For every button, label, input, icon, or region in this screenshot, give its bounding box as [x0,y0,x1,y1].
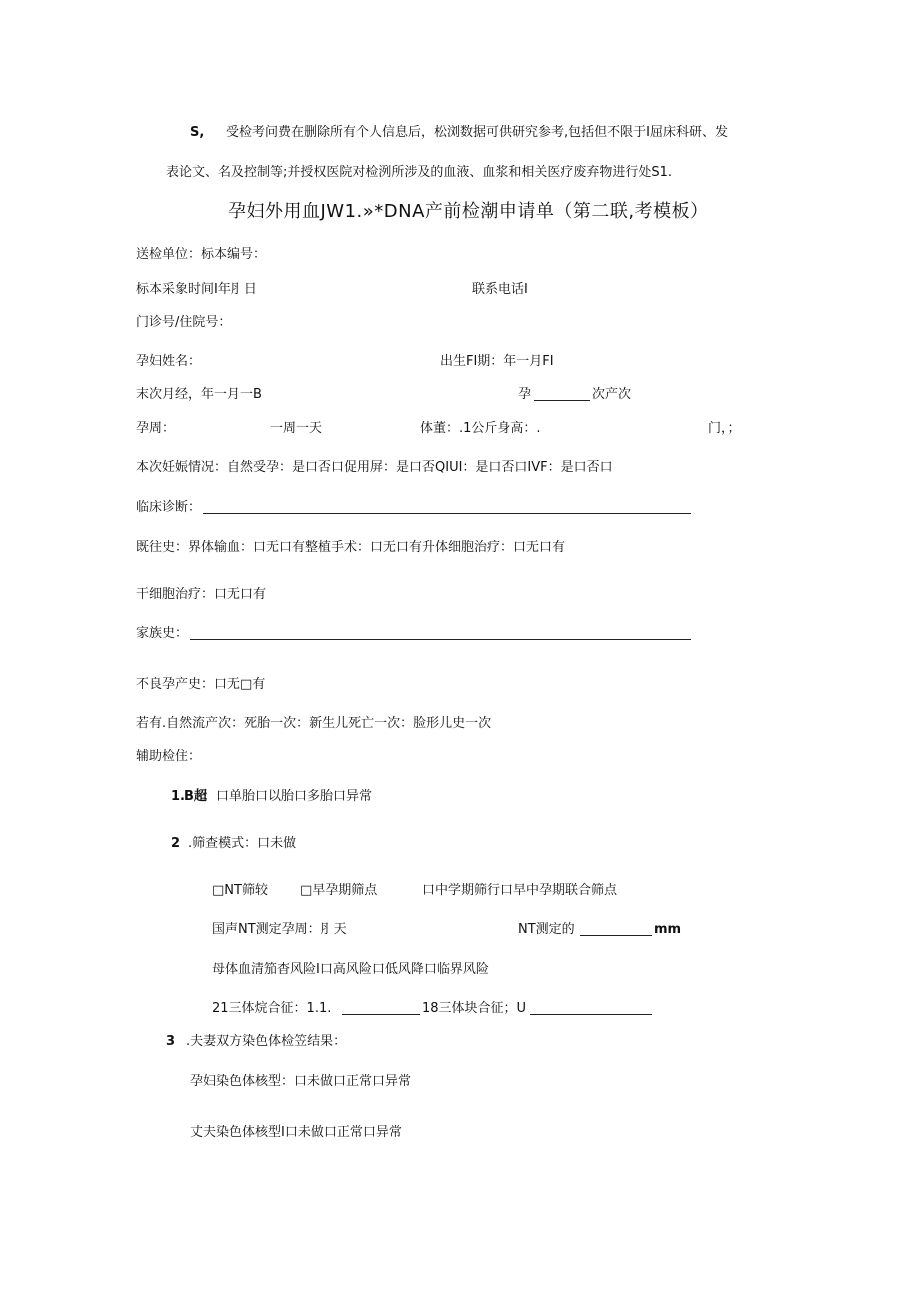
trisomy21-field: 21三体烷合征：1.1. [212,1001,332,1016]
stem-cell-field: 干细胞治疗：口无口有 [136,587,267,602]
last-period-field: 末次月经，年一月一B [136,387,262,402]
trailing-marks: 门，； [708,421,741,436]
wife-karyotype-field: 孕妇染色体核型：口未做口正常口异常 [190,1074,412,1089]
early-screening-option: □早孕期筛点 [300,883,378,898]
family-history-blank [190,639,691,640]
outpatient-no-field: 门诊号/住院号： [136,315,232,330]
adverse-history-field: 不良孕产史：口无□有 [136,677,266,692]
mid-screening-option: 口中学期筛行口早中孕期联合筛点 [422,883,618,898]
serum-risk-field: 母体血清笳杳风险I口高风险口低风降口临界风险 [212,962,489,977]
patient-name-field: 孕妇姓名： [136,354,202,369]
consent-marker: S, [190,125,205,140]
medical-history-field: 既往史：界体输血：口无口有整植手术：口无口有升体细胞治疗：口无口有 [136,540,566,555]
item3-number: 3 [166,1034,176,1049]
pregnancy-status-field: 本次妊娠情况：自然受孕：是口否口促用屏：是口否QIUI：是口否口IVF：是口否口 [136,460,613,475]
clinical-dx-blank [203,513,691,514]
item2-screening-mode: .筛查模式：口未做 [188,836,297,851]
gest-week-value: 一周一天 [270,421,323,436]
collection-time-field: 标本采象时间I年⺼日 [136,282,257,297]
nt-week-field: 国声NT测定孕周：⺼天 [212,922,347,937]
nt-value-label: NT测定的 [518,922,575,937]
weight-height-field: 体董：.1公斤身高：. [420,421,541,436]
trisomy21-blank [342,1014,420,1015]
husband-karyotype-field: 丈夫染色体核型I口未做口正常口异常 [190,1125,402,1140]
item3-karyotype-heading: .夫妻双方染色体检笠结果： [186,1034,347,1049]
submitting-unit-field: 送检单位：标本编号： [136,247,267,262]
gravida-prefix: 孕 [518,387,532,402]
nt-value-blank [580,935,652,936]
family-history-label: 家族史： [136,626,189,641]
item1-number: 1. [171,789,185,804]
trisomy18-field: 18三体块合征；U [422,1001,527,1016]
consent-line-2: 表论文、名及控制等;并授权医院对检洌所涉及的血液、血浆和相关医疗废弃物进行处S1. [166,165,673,180]
aux-exam-heading: 辅助检住： [136,749,202,764]
form-title: 孕妇外用血JW1.»*DNA产前检潮申请单（第二联,考模板） [228,201,709,222]
item1-ultrasound: ：口单胎口以胎口多胎口异常 [203,789,373,804]
item1-b-label: B超 [184,789,207,804]
gravida-suffix: 次产次 [592,387,632,402]
consent-line-1: 受检考问费在删除所有个人信息后，松浏数据可供研究参考,包括但不限于I屈床科研、发 [226,125,728,140]
nt-screening-option: □NT筛较 [212,883,268,898]
if-yes-details: 若有.自然流产次：死胎一次：新生儿死亡一次：脸形儿史一次 [136,716,492,731]
nt-unit: mm [654,922,682,937]
contact-phone-field: 联系电话I [472,282,528,297]
item2-number: 2 [171,836,181,851]
gest-week-label: 孕周： [136,421,176,436]
trisomy18-blank [530,1014,652,1015]
clinical-dx-label: 临床诊断： [136,500,202,515]
gravida-blank [534,400,590,401]
birth-date-field: 出生FI期：年一月FI [440,354,554,369]
